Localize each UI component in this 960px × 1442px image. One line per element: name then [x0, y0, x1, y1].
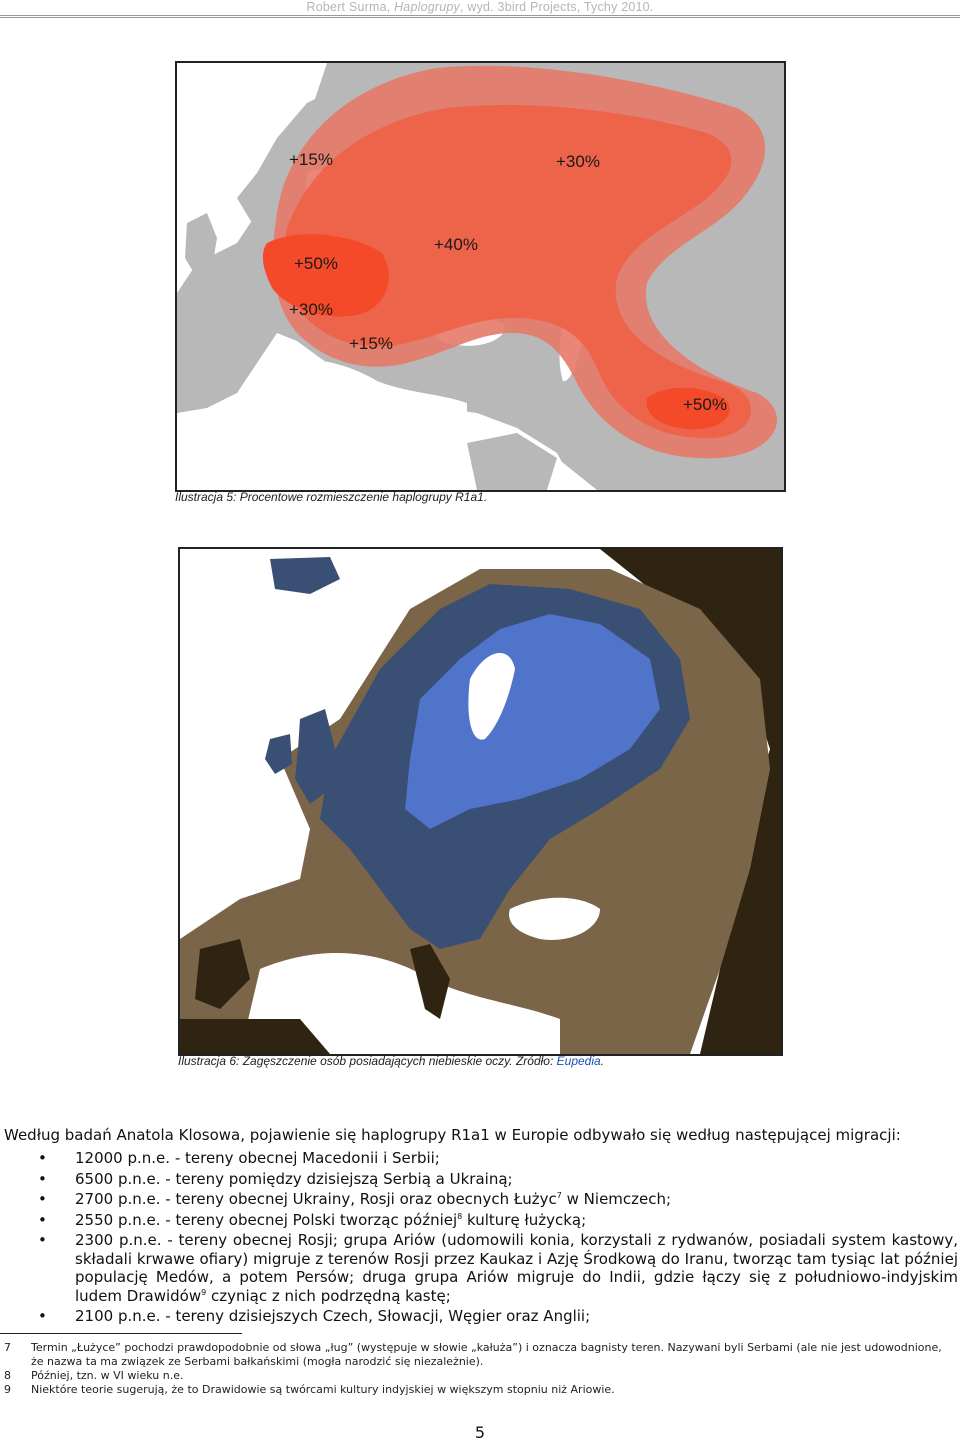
eupedia-link[interactable]: Eupedia — [556, 1054, 601, 1068]
figure2-caption: Ilustracja 6: Zagęszczenie osób posiadających niebieskie oczy. Źródło: Eupedia. — [178, 1054, 605, 1068]
r1a1-map-graphic — [177, 63, 784, 490]
running-header — [300, 0, 660, 14]
r1a1-distribution-map — [175, 61, 786, 492]
list-item: • 2300 p.n.e. - tereny obecnej Rosji; grupa Ariów (udomowili konia, korzystali z rydwanów, posiadali system kastowy, składali krwawe ofiary) migruje z terenów Rosji przez Kaukaz i Azję Środkową do Iranu, tworząc tam tysiąc lat później populację Medów, a potem Persów; druga grupa Ariów migruje do Indii, gdzie łączy się z południowo-indyjskim ludem Drawidów$^9$ czyniąc z nich podrzędną kastę; — [38, 1231, 958, 1305]
list-item: • 6500 p.n.e. - tereny pomiędzy dzisiejszą Serbią a Ukrainą; — [38, 1169, 513, 1188]
migration-list — [0, 1149, 960, 1328]
footnote-ref[interactable]: 9 — [201, 1287, 207, 1297]
map-label-poland: +50% — [294, 254, 338, 273]
list-item: • 12000 p.n.e. - tereny obecnej Macedonii i Serbii; — [38, 1149, 440, 1167]
blue-eyes-map — [178, 547, 783, 1056]
blue-eyes-map-graphic — [180, 549, 781, 1054]
map-label-central-asia: +50% — [683, 395, 727, 414]
map-label-ukraine: +40% — [434, 235, 478, 254]
header-book-title: Haplogrupy — [394, 0, 461, 14]
figure1-caption: Ilustracja 5: Procentowe rozmieszczenie haplogrupy R1a1. — [175, 490, 488, 504]
list-item: • 2550 p.n.e. - tereny obecnej Polski tworząc później$^8$ kulturę łużycką; — [38, 1210, 587, 1229]
footnote: 8 Później, tzn. w VI wieku n.e. — [4, 1369, 184, 1382]
list-item: • 2700 p.n.e. - tereny obecnej Ukrainy, Rosji oraz obecnych Łużyc$^7$ w Niemczech; — [38, 1190, 672, 1208]
footnote-divider — [0, 1333, 242, 1334]
map-label-scandinavia: +15% — [289, 150, 333, 169]
footnote-ref[interactable]: 8 — [457, 1211, 463, 1221]
header-publisher: , wyd. 3bird Projects, Tychy 2010. — [460, 0, 654, 14]
map-label-russia: +30% — [556, 152, 600, 171]
page-number: 5 — [474, 1423, 486, 1442]
footnote: 9 Niektóre teorie sugerują, że to Drawidowie są twórcami kultury indyjskiej w większym stopniu niż Ariowie. — [4, 1383, 615, 1396]
header-divider — [0, 15, 960, 18]
map-label-greece: +15% — [349, 334, 393, 353]
header-author: Robert Surma, — [306, 0, 395, 14]
footnote-ref[interactable]: 7 — [556, 1191, 562, 1200]
map-label-balkans: +30% — [289, 300, 333, 319]
footnote: 7 Termin „Łużyce” pochodzi prawdopodobnie od słowa „ług” (występuje w słowie „kałuża”) i oznacza bagnisty teren. Nazywani byli Serbami (ale nie jest udowodnione, że nazwa ta ma związek ze Serbami bałkańskimi (mogła narodzić się niezależnie). — [4, 1341, 942, 1368]
intro-paragraph: Według badań Anatola Klosowa, pojawienie się haplogrupy R1a1 w Europie odbywało się według następującej migracji: — [4, 1126, 901, 1144]
list-item: • 2100 p.n.e. - tereny dzisiejszych Czech, Słowacji, Węgier oraz Anglii; — [38, 1307, 591, 1325]
